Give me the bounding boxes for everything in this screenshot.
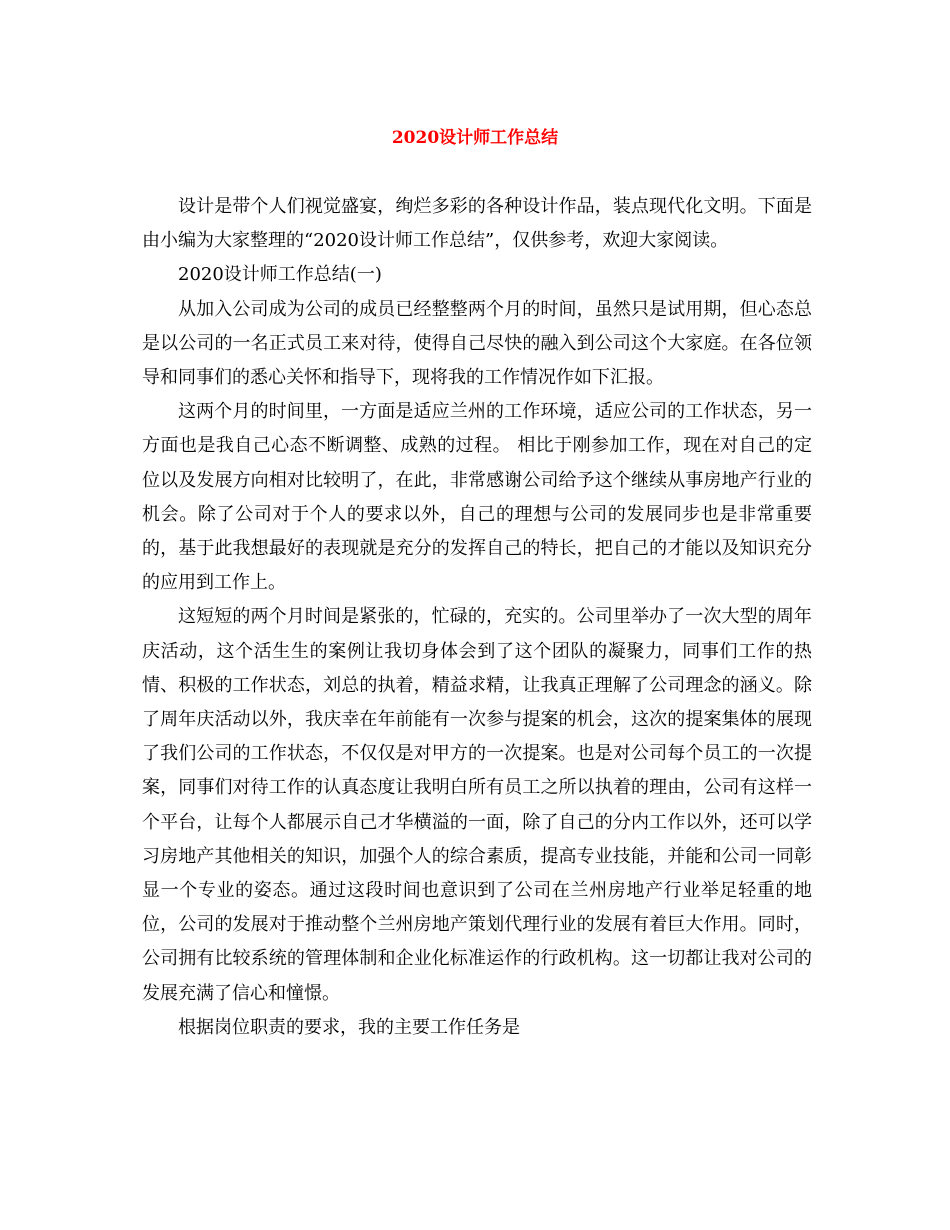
intro-paragraph: 设计是带个人们视觉盛宴，绚烂多彩的各种设计作品，装点现代化文明。下面是由小编为大家整理的“2020设计师工作总结”，仅供参考，欢迎大家阅读。 [142, 196, 812, 252]
section-heading: 2020设计师工作总结(一) [178, 264, 382, 286]
body-paragraph: 这两个月的时间里，一方面是适应兰州的工作环境，适应公司的工作状态，另一方面也是我自己心态不断调整、成熟的过程。 相比于刚参加工作，现在对自己的定位以及发展方向相对比较明了，在此，非常感谢公司给予这个继续从事房地产行业的机会。除了公司对于个人的要求以外，自己的理想与公司的发展同步也是非常重要的，基于此我想最好的表现就是充分的发挥自己的特长，把自己的才能以及知识充分的应用到工作上。 [142, 401, 812, 594]
body-paragraph: 从加入公司成为公司的成员已经整整两个月的时间，虽然只是试用期，但心态总是以公司的一名正式员工来对待，使得自己尽快的融入到公司这个大家庭。在各位领导和同事们的悉心关怀和指导下，现将我的工作情况作如下汇报。 [142, 298, 812, 389]
body-paragraph: 根据岗位职责的要求，我的主要工作任务是 [178, 1016, 520, 1038]
body-paragraph: 这短短的两个月时间是紧张的，忙碌的，充实的。公司里举办了一次大型的周年庆活动，这个活生生的案例让我切身体会到了这个团队的凝聚力，同事们工作的热情、积极的工作状态，刘总的执着，精益求精，让我真正理解了公司理念的涵义。除了周年庆活动以外，我庆幸在年前能有一次参与提案的机会，这次的提案集体的展现了我们公司的工作状态，不仅仅是对甲方的一次提案。也是对公司每个员工的一次提案，同事们对待工作的认真态度让我明白所有员工之所以执着的理由，公司有这样一个平台，让每个人都展示自己才华横溢的一面，除了自己的分内工作以外，还可以学习房地产其他相关的知识，加强个人的综合素质，提高专业技能，并能和公司一同彰显一个专业的姿态。通过这段时间也意识到了公司在兰州房地产行业举足轻重的地位，公司的发展对于推动整个兰州房地产策划代理行业的发展有着巨大作用。同时，公司拥有比较系统的管理体制和企业化标准运作的行政机构。这一切都让我对公司的发展充满了信心和憧憬。 [142, 606, 812, 1004]
document-title: 2020设计师工作总结 [391, 128, 559, 148]
document-body [142, 190, 812, 1045]
